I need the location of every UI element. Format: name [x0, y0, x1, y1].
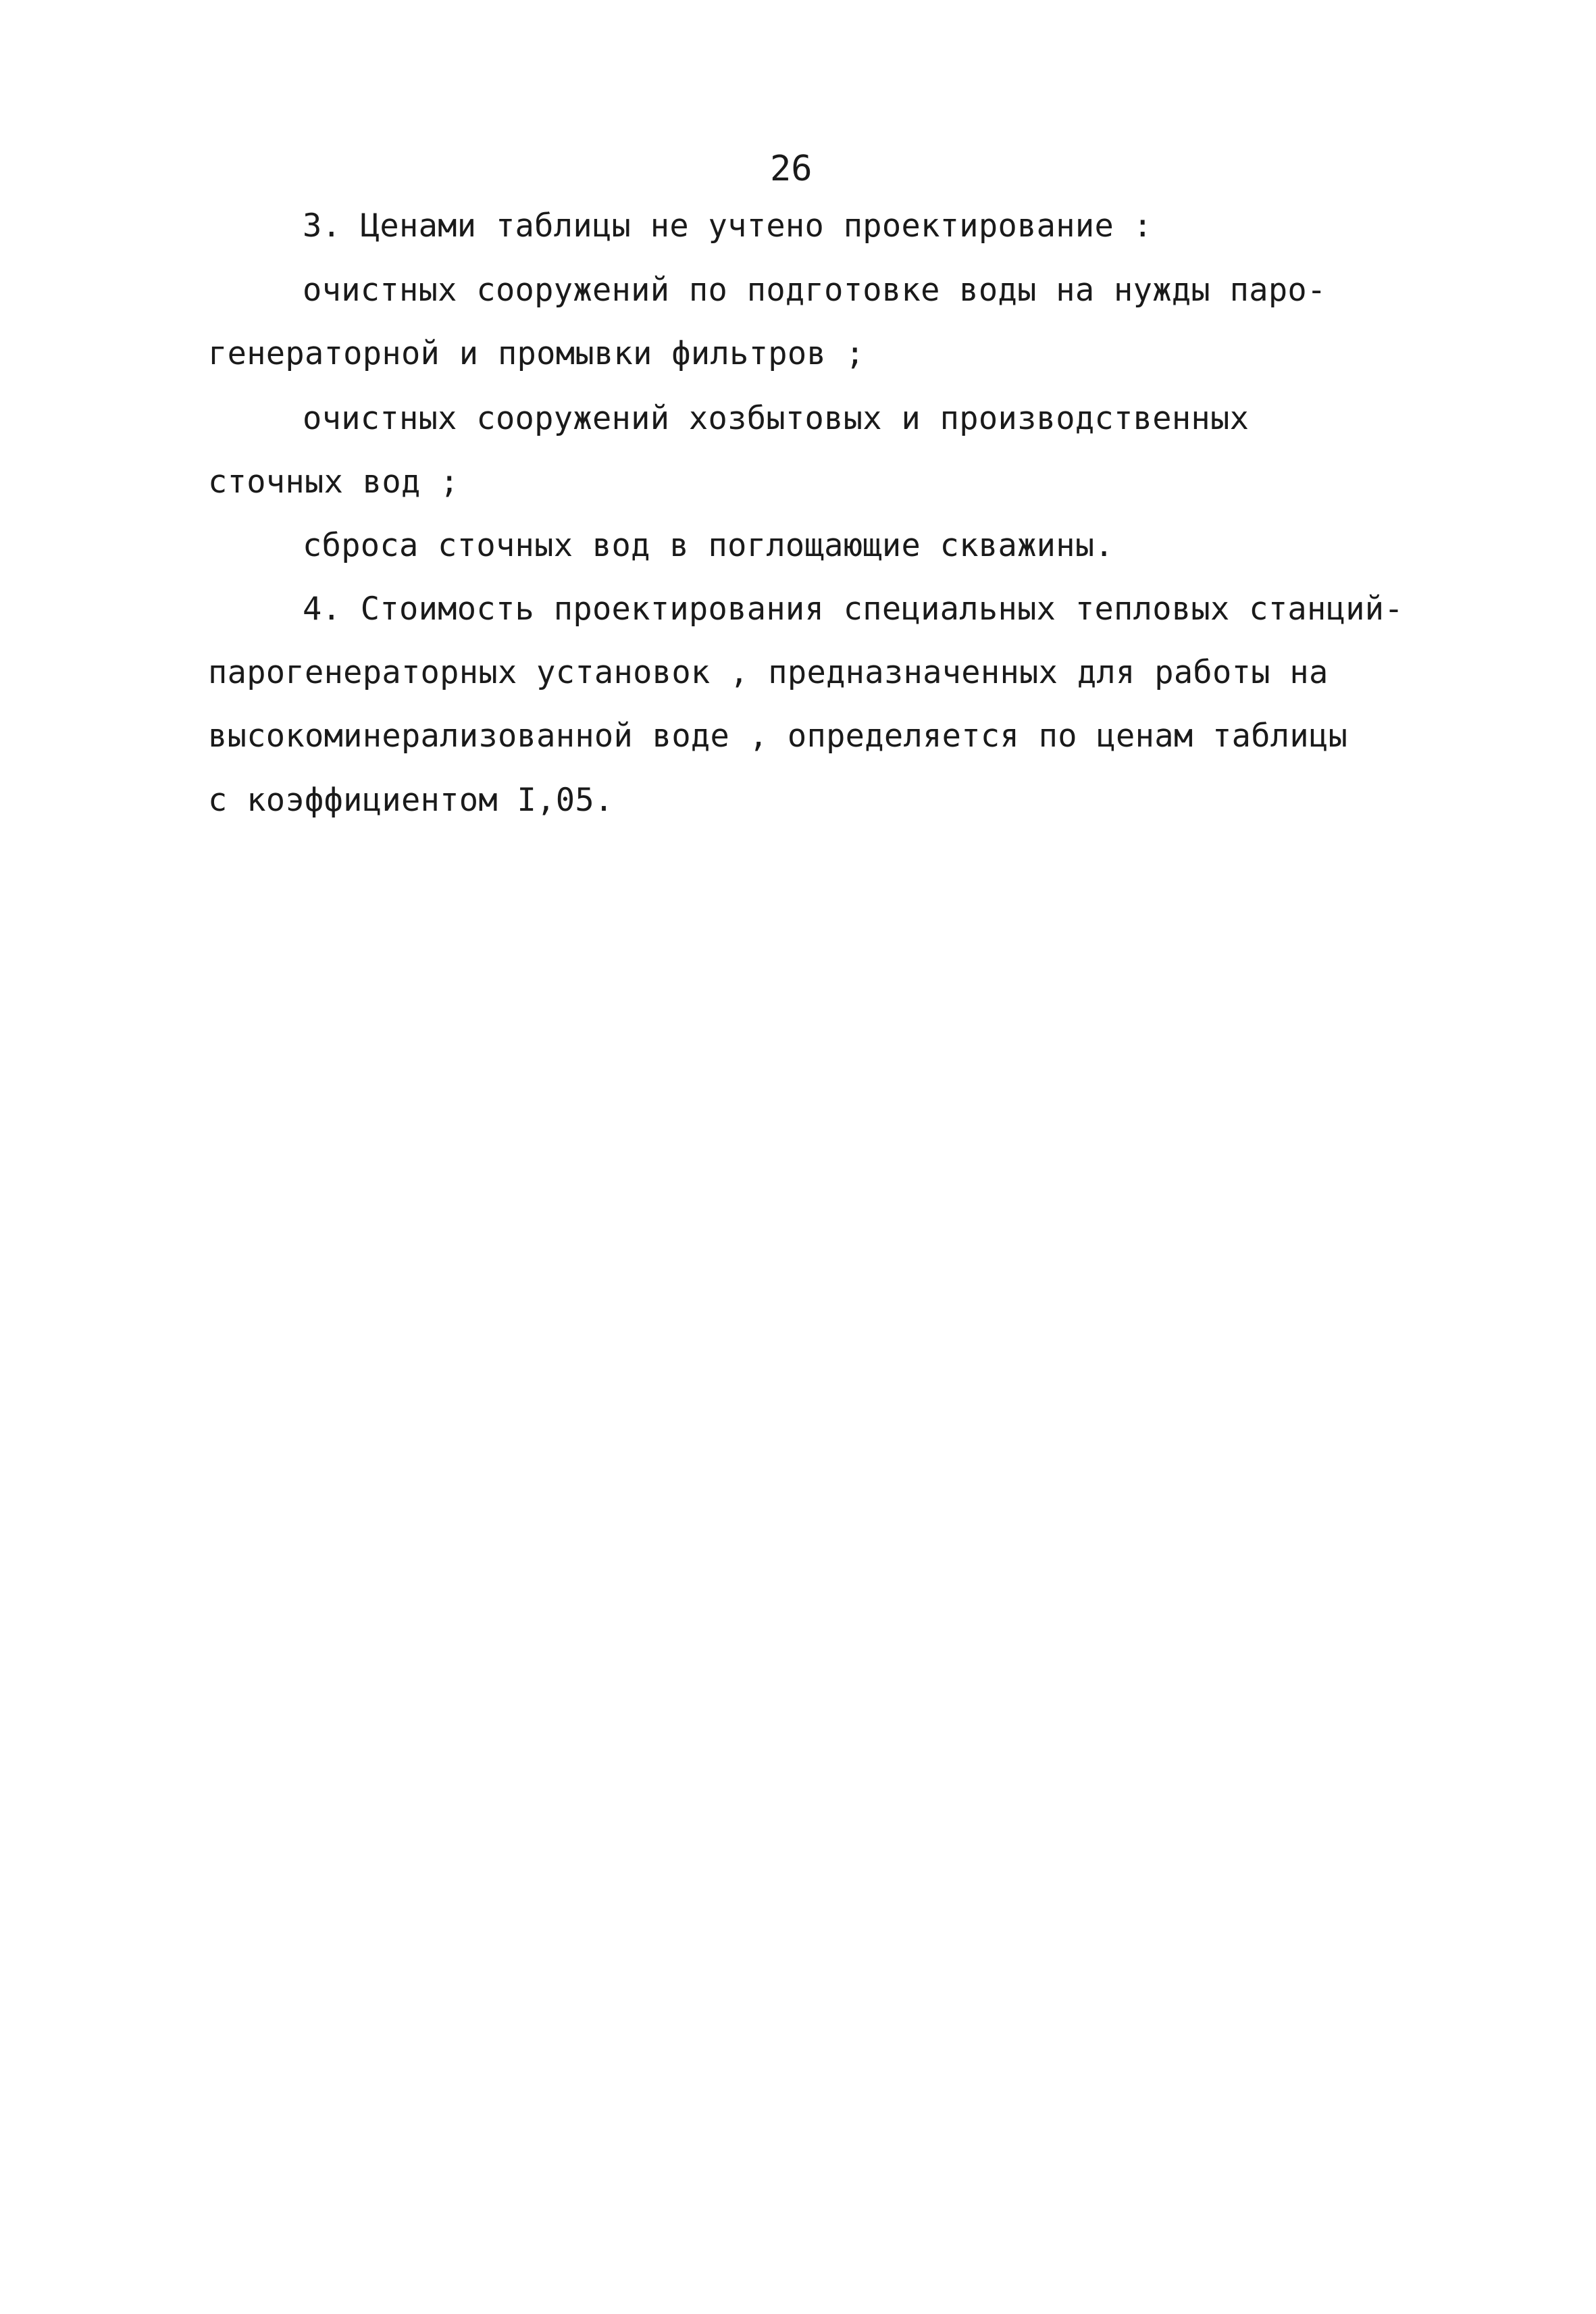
text-line: парогенераторных установок , предназначенных для работы на: [208, 654, 1329, 691]
text-line: 3. Ценами таблицы не учтено проектирование :: [303, 207, 1153, 245]
text-line: сточных вод ;: [208, 463, 459, 501]
text-line: 4. Стоимость проектирования специальных тепловых станций-: [303, 590, 1404, 628]
text-line: сброса сточных вод в поглощающие скважины.: [303, 527, 1114, 564]
text-line: очистных сооружений хозбытовых и производственных: [303, 400, 1250, 437]
text-line: очистных сооружений по подготовке воды на нужды паро-: [303, 272, 1327, 309]
page-number: 26: [770, 149, 813, 189]
text-line: генераторной и промывки фильтров ;: [208, 335, 865, 372]
text-line: высокоминерализованной воде , определяется по ценам таблицы: [208, 718, 1348, 755]
text-line: с коэффициентом I,05.: [208, 782, 614, 819]
